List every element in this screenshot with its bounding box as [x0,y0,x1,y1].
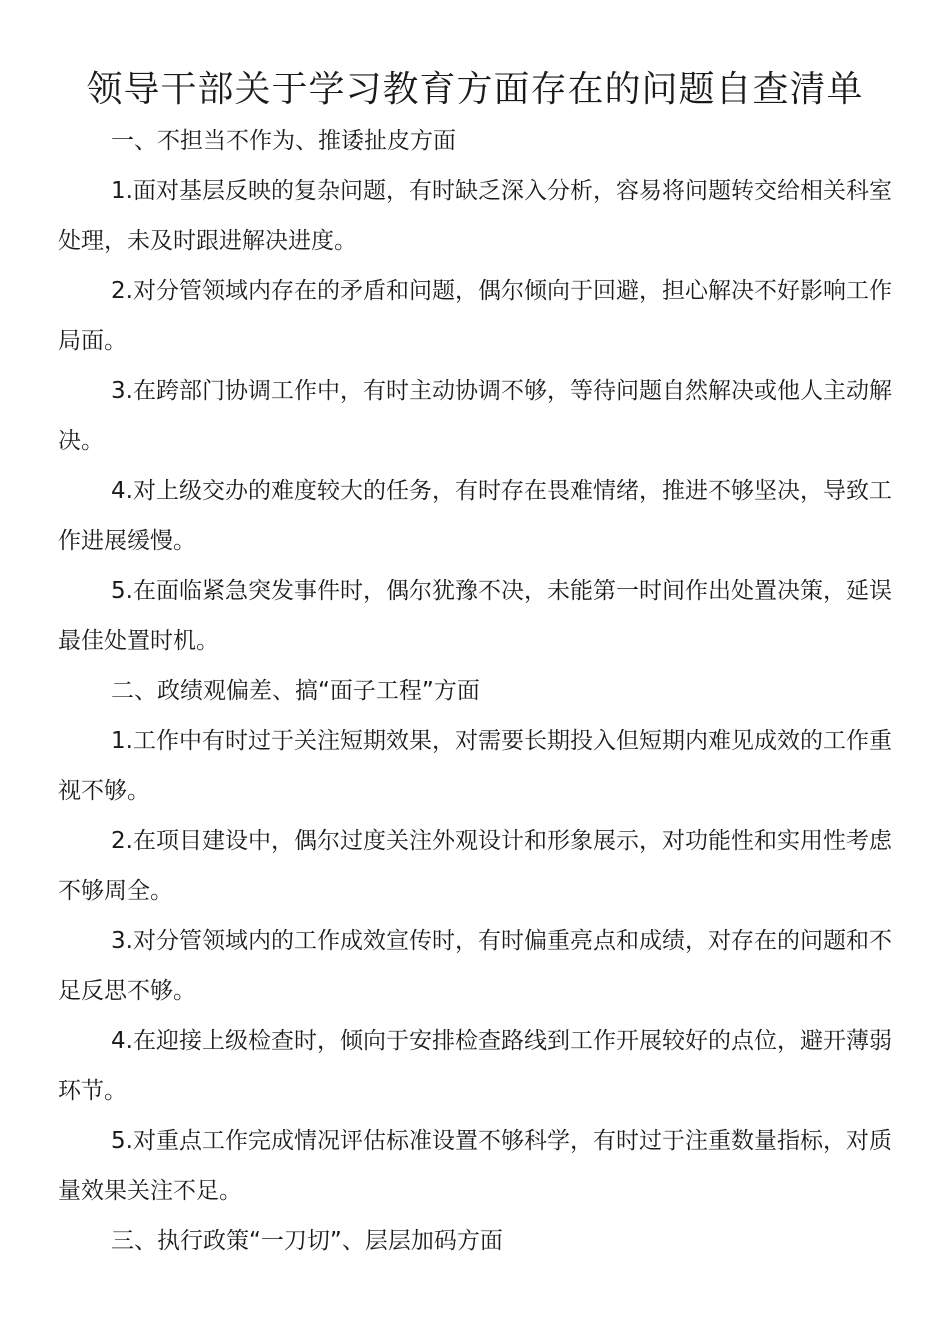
list-item: 3.对分管领域内的工作成效宣传时，有时偏重亮点和成绩，对存在的问题和不足反思不够。 [58,928,892,1004]
document-title: 领导干部关于学习教育方面存在的问题自查清单 [86,69,864,110]
list-item: 1.面对基层反映的复杂问题，有时缺乏深入分析，容易将问题转交给相关科室处理，未及时跟进解决进度。 [58,178,892,254]
section-heading: 三、执行政策“一刀切”、层层加码方面 [111,1228,503,1254]
document-body [58,116,892,1266]
list-item: 4.对上级交办的难度较大的任务，有时存在畏难情绪，推进不够坚决，导致工作进展缓慢。 [58,478,892,554]
list-item: 3.在跨部门协调工作中，有时主动协调不够，等待问题自然解决或他人主动解决。 [58,378,892,454]
list-item: 1.工作中有时过于关注短期效果，对需要长期投入但短期内难见成效的工作重视不够。 [58,728,892,804]
list-item: 5.对重点工作完成情况评估标准设置不够科学，有时过于注重数量指标，对质量效果关注不足。 [58,1128,892,1204]
list-item: 5.在面临紧急突发事件时，偶尔犹豫不决，未能第一时间作出处置决策，延误最佳处置时机。 [58,578,892,654]
section-heading: 一、不担当不作为、推诿扯皮方面 [111,128,456,154]
list-item: 2.在项目建设中，偶尔过度关注外观设计和形象展示，对功能性和实用性考虑不够周全。 [58,828,892,904]
list-item: 2.对分管领域内存在的矛盾和问题，偶尔倾向于回避，担心解决不好影响工作局面。 [58,278,892,354]
list-item: 4.在迎接上级检查时，倾向于安排检查路线到工作开展较好的点位，避开薄弱环节。 [58,1028,892,1104]
section-heading: 二、政绩观偏差、搞“面子工程”方面 [111,678,480,704]
